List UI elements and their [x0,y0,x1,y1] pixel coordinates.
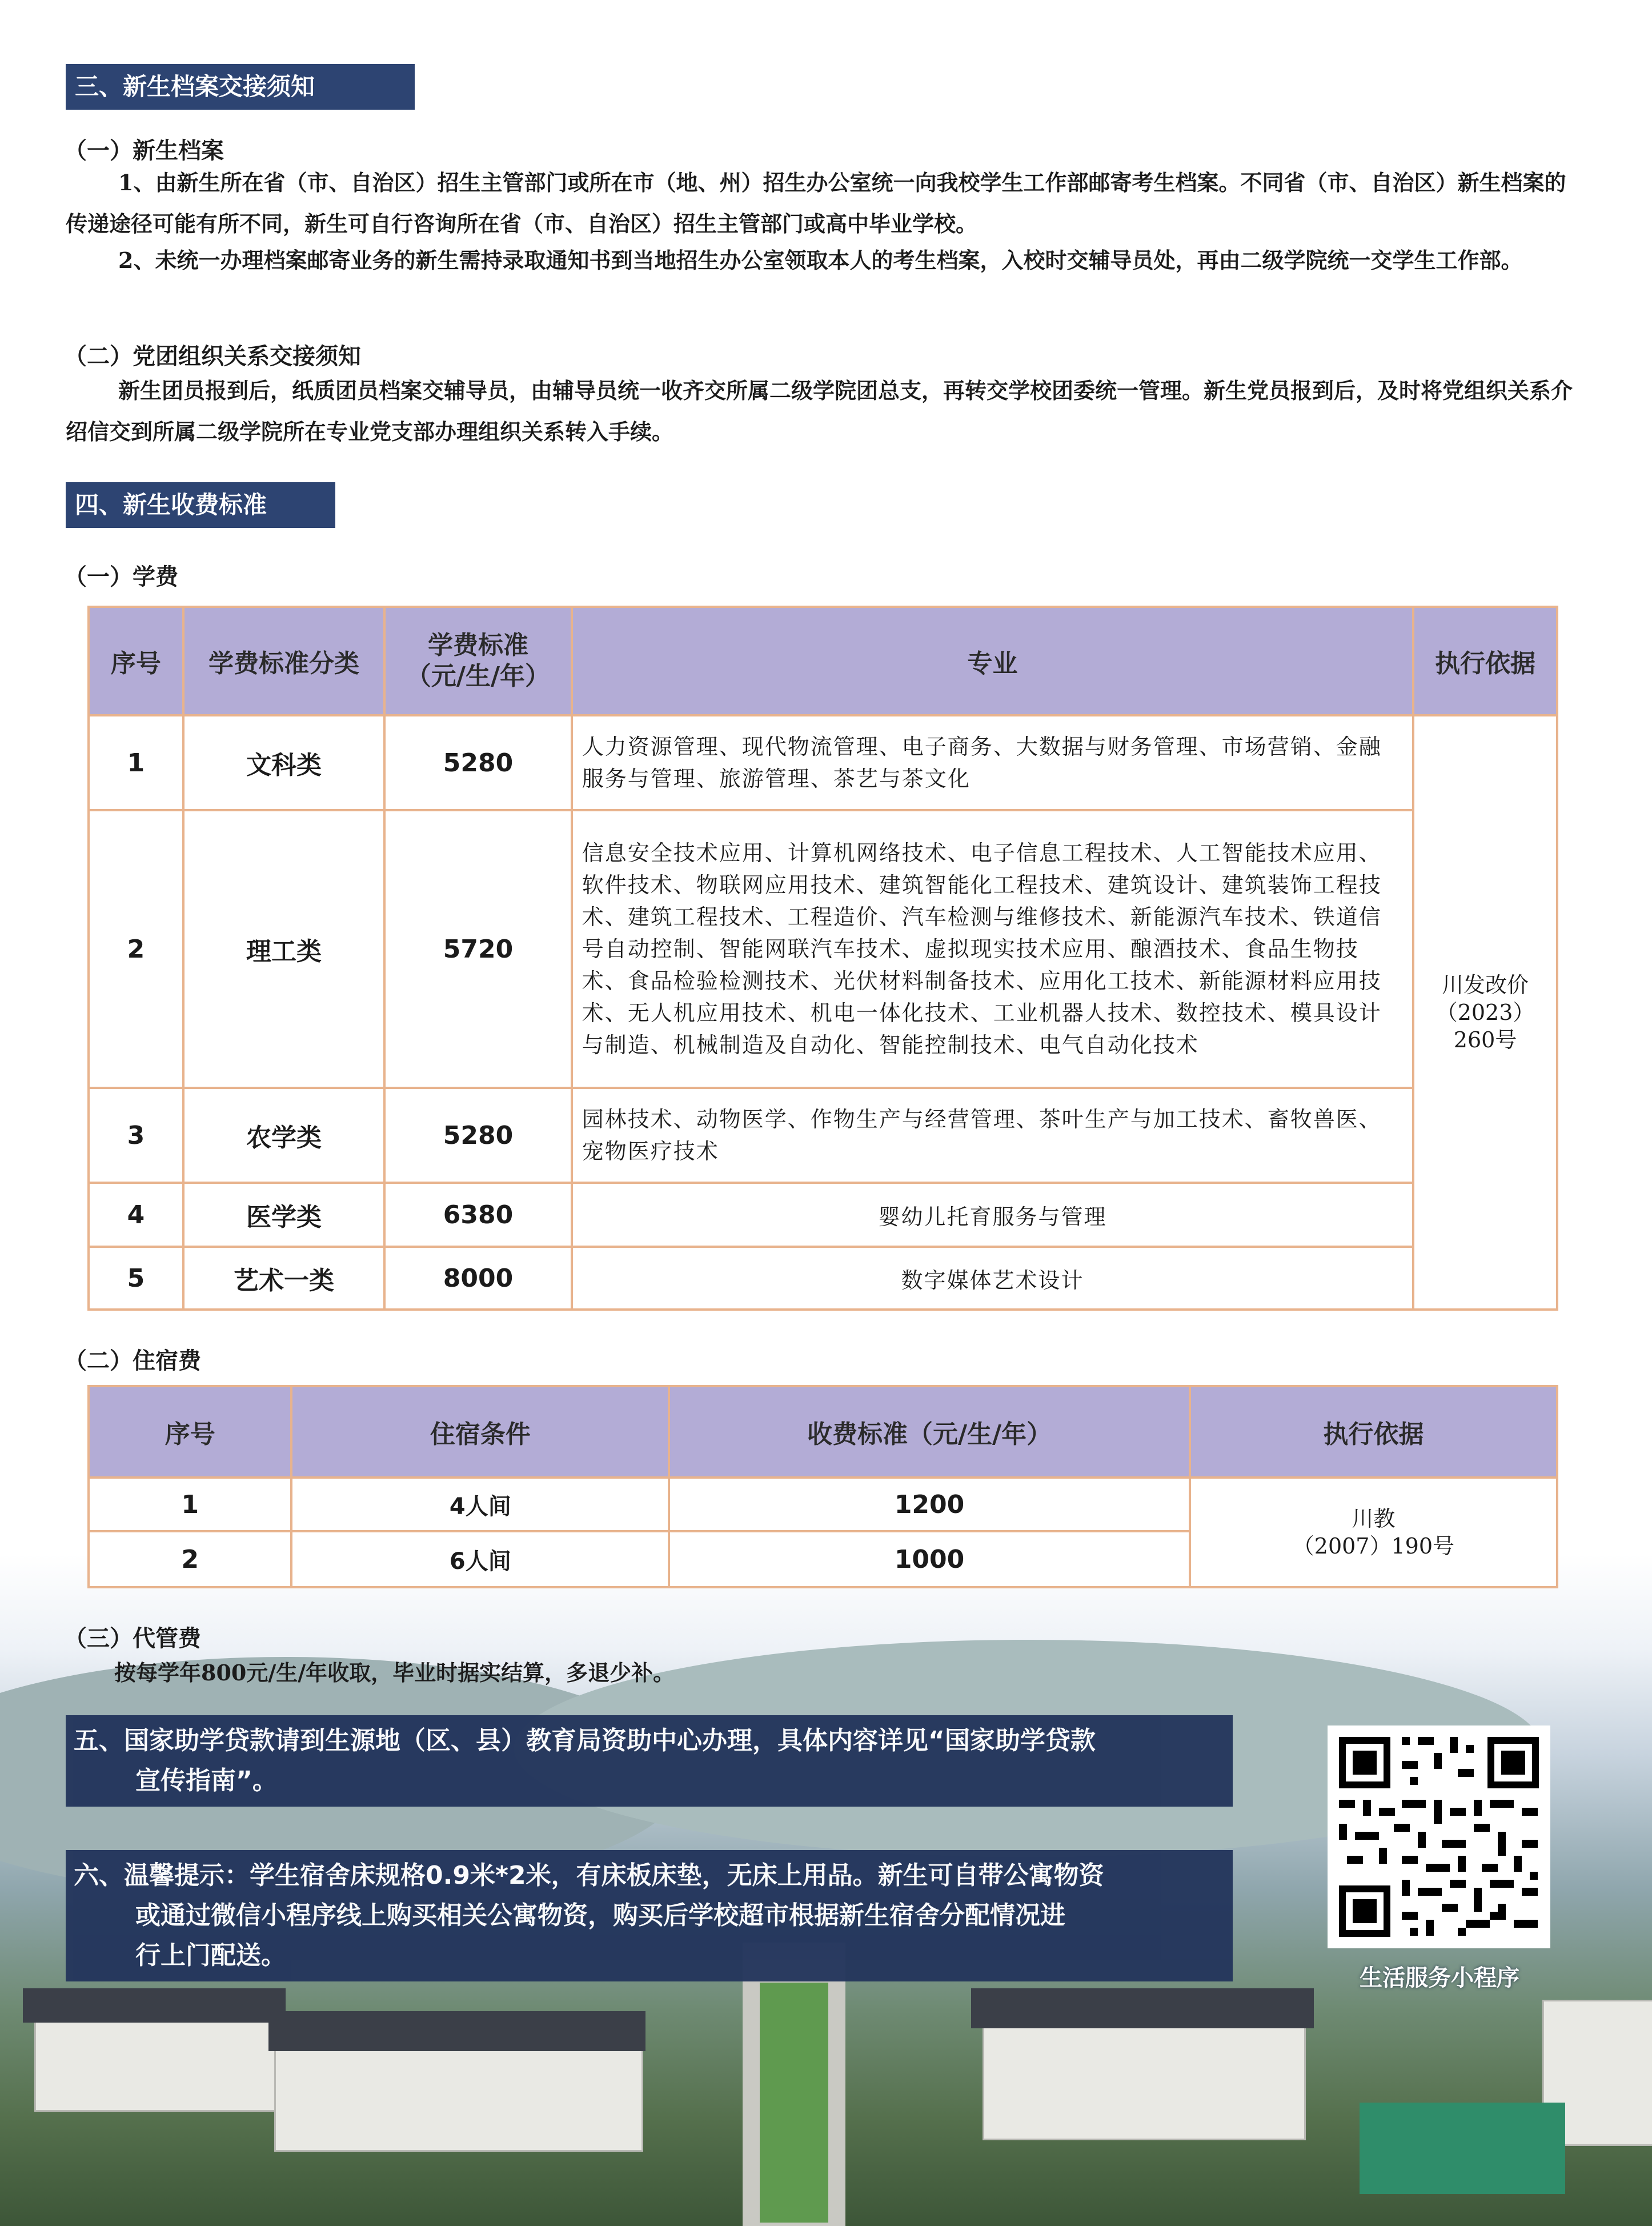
tuition-row-majors: 数字媒体艺术设计 [572,1247,1413,1310]
tuition-header-fee: 学费标准 （元/生/年） [384,607,572,715]
tuition-row-majors: 人力资源管理、现代物流管理、电子商务、大数据与财务管理、市场营销、金融服务与管理、旅游管理、茶艺与茶文化 [572,715,1413,810]
tuition-row-majors: 信息安全技术应用、计算机网络技术、电子信息工程技术、人工智能技术应用、软件技术、物联网应用技术、建筑智能化工程技术、建筑设计、建筑装饰工程技术、建筑工程技术、工程造价、汽车检测与维修技术、新能源汽车技术、铁道信号自动控制、智能网联汽车技术、虚拟现实技术应用、酿酒技术、食品生物技术、食品检验检测技术、光伏材料制备技术、应用化工技术、新能源材料应用技术、无人机应用技术、机电一体化技术、工业机器人技术、数控技术、模具设计与制造、机械制造及自动化、智能控制技术、电气自动化技术 [572,810,1413,1088]
table-row [89,1183,1557,1247]
lodging-header-condition: 住宿条件 [291,1386,669,1478]
table-row [89,1478,1557,1531]
tuition-row-fee: 5280 [384,1088,572,1183]
tuition-row-fee: 8000 [384,1247,572,1310]
lodging-row-fee: 1000 [669,1531,1190,1587]
lodging-row-no: 2 [89,1531,291,1587]
qr-code-icon[interactable] [1328,1725,1550,1948]
tuition-row-category: 理工类 [183,810,384,1088]
lodging-row-no: 1 [89,1478,291,1531]
section-5-line-2: 宣传指南”。 [135,1766,278,1795]
lodging-header-no: 序号 [89,1386,291,1478]
subheading-lodging: （二）住宿费 [64,1348,201,1374]
lodging-table [87,1385,1558,1588]
tuition-row-fee: 5280 [384,715,572,810]
section-5-notice [66,1715,1233,1807]
tuition-row-no: 2 [89,810,183,1088]
qr-caption: 生活服务小程序 [1360,1965,1519,1991]
subheading-agency-fee: （三）代管费 [64,1626,201,1652]
tuition-row-no: 5 [89,1247,183,1310]
tuition-row-majors: 园林技术、动物医学、作物生产与经营管理、茶叶生产与加工技术、畜牧兽医、宠物医疗技术 [572,1088,1413,1183]
tuition-row-category: 农学类 [183,1088,384,1183]
section-6-line-3: 行上门配送。 [135,1941,286,1970]
table-row [89,1247,1557,1310]
table-row [89,715,1557,810]
tuition-row-fee: 5720 [384,810,572,1088]
lodging-row-condition: 6人间 [291,1531,669,1587]
tuition-row-category: 医学类 [183,1183,384,1247]
tuition-row-no: 4 [89,1183,183,1247]
lodging-row-condition: 4人间 [291,1478,669,1531]
tuition-header-basis: 执行依据 [1413,607,1557,715]
section-6-line-2: 或通过微信小程序线上购买相关公寓物资，购买后学校超市根据新生宿舍分配情况进 [135,1901,1065,1930]
tuition-header-majors: 专业 [572,607,1413,715]
section-6-line-1: 六、温馨提示：学生宿舍床规格0.9米*2米，有床板床垫，无床上用品。新生可自带公寓物资 [74,1861,1104,1890]
section-6-notice [66,1850,1233,1981]
tuition-row-majors: 婴幼儿托育服务与管理 [572,1183,1413,1247]
section-4-title: 四、新生收费标准 [66,482,335,528]
subheading-new-student-archive: （一）新生档案 [64,138,224,164]
tuition-row-category: 文科类 [183,715,384,810]
tuition-header-no: 序号 [89,607,183,715]
tuition-table [87,606,1558,1311]
lodging-basis: 川教 （2007）190号 [1190,1478,1557,1587]
archive-paragraph-2: 2、未统一办理档案邮寄业务的新生需持录取通知书到当地招生办公室领取本人的考生档案，入校时交辅导员处，再由二级学院统一交学生工作部。 [118,247,1523,273]
tuition-row-no: 1 [89,715,183,810]
tuition-row-no: 3 [89,1088,183,1183]
subheading-party-league: （二）党团组织关系交接须知 [64,343,361,370]
lodging-header-row [89,1386,1557,1478]
tuition-row-category: 艺术一类 [183,1247,384,1310]
lodging-header-basis: 执行依据 [1190,1386,1557,1478]
section-5-line-1: 五、国家助学贷款请到生源地（区、县）教育局资助中心办理，具体内容详见“国家助学贷款 [74,1726,1096,1755]
tuition-header-row [89,607,1557,715]
lodging-header-fee: 收费标准（元/生/年） [669,1386,1190,1478]
subheading-tuition: （一）学费 [64,564,178,590]
table-row [89,1088,1557,1183]
party-league-paragraph: 新生团员报到后，纸质团员档案交辅导员，由辅导员统一收齐交所属二级学院团总支，再转交学校团委统一管理。新生党员报到后，及时将党组织关系介绍信交到所属二级学院所在专业党支部办理组织关系转入手续。 [66,378,1573,445]
tuition-header-category: 学费标准分类 [183,607,384,715]
lodging-row-fee: 1200 [669,1478,1190,1531]
section-3-title: 三、新生档案交接须知 [66,64,415,110]
table-row [89,810,1557,1088]
agency-fee-text: 按每学年800元/生/年收取，毕业时据实结算，多退少补。 [114,1660,675,1685]
archive-paragraph-1: 1、由新生所在省（市、自治区）招生主管部门或所在市（地、州）招生办公室统一向我校学生工作部邮寄考生档案。不同省（市、自治区）新生档案的传递途径可能有所不同，新生可自行咨询所在省（市、自治区）招生主管部门或高中毕业学校。 [66,170,1566,237]
tuition-row-fee: 6380 [384,1183,572,1247]
tuition-basis: 川发改价 （2023） 260号 [1413,715,1557,1310]
